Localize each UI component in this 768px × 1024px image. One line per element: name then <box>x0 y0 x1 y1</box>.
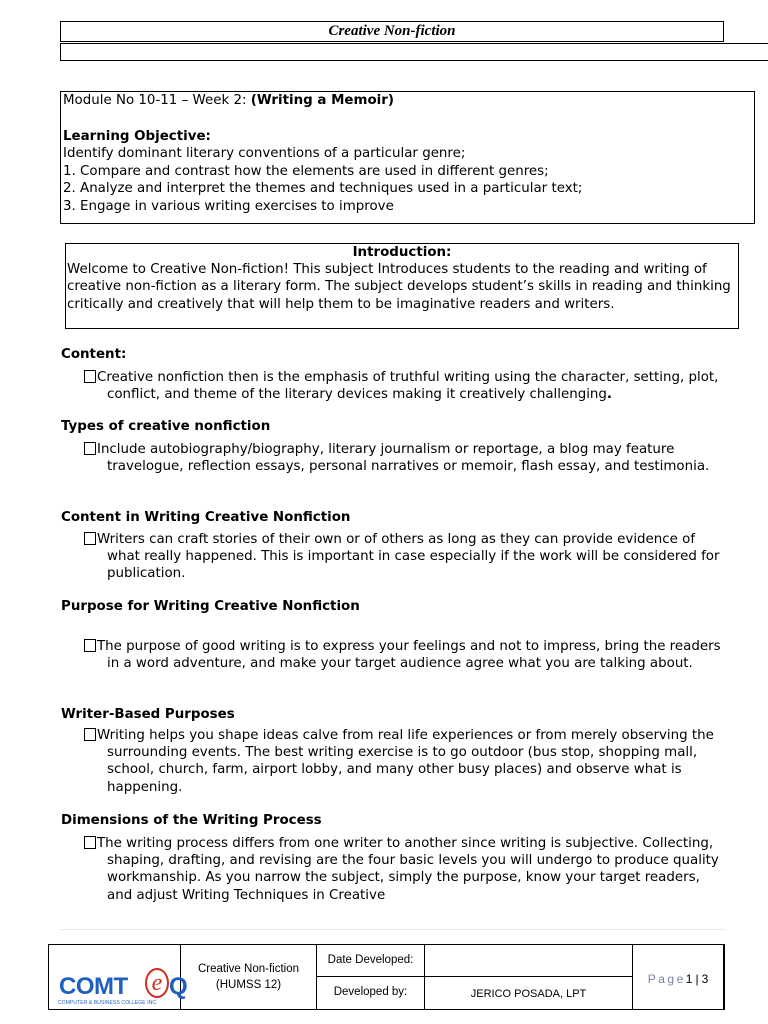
list-item: Writing helps you shape ideas calve from real life experiences or from merely observing the surrounding events. The best writing exercise is to go outdoor (bus stop, shopping mall, school, church, farm, airport lobby, and many other busy places) and observe what is happening. <box>84 727 728 796</box>
bullet-box-icon <box>84 442 96 455</box>
introduction-heading: Introduction: <box>352 245 452 260</box>
footer-values <box>425 945 633 1009</box>
logo-q: Q <box>169 973 188 1000</box>
page-number: Page1 | 3 <box>633 945 724 1009</box>
page-footer <box>48 944 725 1010</box>
section-heading-types: Types of creative nonfiction <box>61 419 271 434</box>
objective-line: Identify dominant literary conventions of a particular genre; <box>63 146 466 162</box>
logo-tagline: COMPUTER & BUSINESS COLLEGE INC. <box>58 1000 158 1006</box>
footer-divider <box>60 929 725 930</box>
bullet-box-icon <box>84 836 96 849</box>
logo-e-mark: e <box>145 968 169 998</box>
school-logo <box>49 945 188 1009</box>
footer-labels <box>317 945 425 1009</box>
objective-line: 1. Compare and contrast how the elements are used in different genres; <box>63 163 549 179</box>
logo-wordmark: COMT <box>59 973 128 1000</box>
header-blank-row <box>60 43 768 61</box>
list-item: Creative nonfiction then is the emphasis of truthful writing using the character, setting, plot, conflict, and theme of the literary devices making it creatively challenging. <box>84 369 728 403</box>
developer-name: JERICO POSADA, LPT <box>470 988 587 1000</box>
objective-heading: Learning Objective: <box>63 128 211 144</box>
date-developed-value <box>425 945 632 977</box>
list-item: The purpose of good writing is to express your feelings and not to impress, bring the readers in a word adventure, and make your target audience agree what you are talking about. <box>84 638 728 672</box>
bullet-box-icon <box>84 370 96 383</box>
document-title: Creative Non-fiction <box>60 21 724 42</box>
bullet-box-icon <box>84 728 96 741</box>
bullet-box-icon <box>84 532 96 545</box>
objective-line: 3. Engage in various writing exercises to improve <box>63 198 394 214</box>
introduction-body: Welcome to Creative Non-fiction! This subject Introduces students to the reading and writing of creative non-fiction as a literary form. The subject develops student’s skills in reading and thinking critically and creatively that will help them to be imaginative readers and writers. <box>67 262 731 312</box>
objective-line: 2. Analyze and interpret the themes and techniques used in a particular text; <box>63 181 583 197</box>
course-cell <box>181 945 317 1009</box>
section-heading-content-writing: Content in Writing Creative Nonfiction <box>61 510 351 525</box>
module-line <box>63 92 752 110</box>
date-developed-label: Date Developed: <box>317 945 424 977</box>
course-code: (HUMSS 12) <box>215 979 282 991</box>
list-item: The writing process differs from one writer to another since writing is subjective. Collecting, shaping, drafting, and revising are the four basic levels you will undergo to produce quality workmanship. As you narrow the subject, simply the purpose, know your target readers, and adjust Writing Techniques in Creative <box>84 835 728 904</box>
module-info-box <box>60 91 755 224</box>
module-topic: (Writing a Memoir) <box>250 93 394 108</box>
module-number: Module No 10-11 – Week 2: <box>63 93 251 108</box>
list-item: Writers can craft stories of their own or of others as long as they can provide evidence of what really happened. This is important in case especially if the work will be considered for publication. <box>84 531 728 583</box>
list-item: Include autobiography/biography, literary journalism or reportage, a blog may feature travelogue, reflection essays, personal narratives or memoir, flash essay, and testimonia. <box>84 441 728 475</box>
introduction-box <box>65 243 739 329</box>
section-heading-content: Content: <box>61 347 127 362</box>
course-name: Creative Non-fiction <box>198 963 299 975</box>
page-label: Page <box>647 972 686 986</box>
developed-by-label: Developed by: <box>333 986 408 998</box>
section-heading-writer-based: Writer-Based Purposes <box>61 707 235 722</box>
page-total: 3 <box>701 972 709 986</box>
bullet-box-icon <box>84 639 96 652</box>
section-heading-purpose: Purpose for Writing Creative Nonfiction <box>61 599 360 614</box>
page-current: 1 <box>685 972 693 986</box>
section-heading-dimensions: Dimensions of the Writing Process <box>61 813 322 828</box>
